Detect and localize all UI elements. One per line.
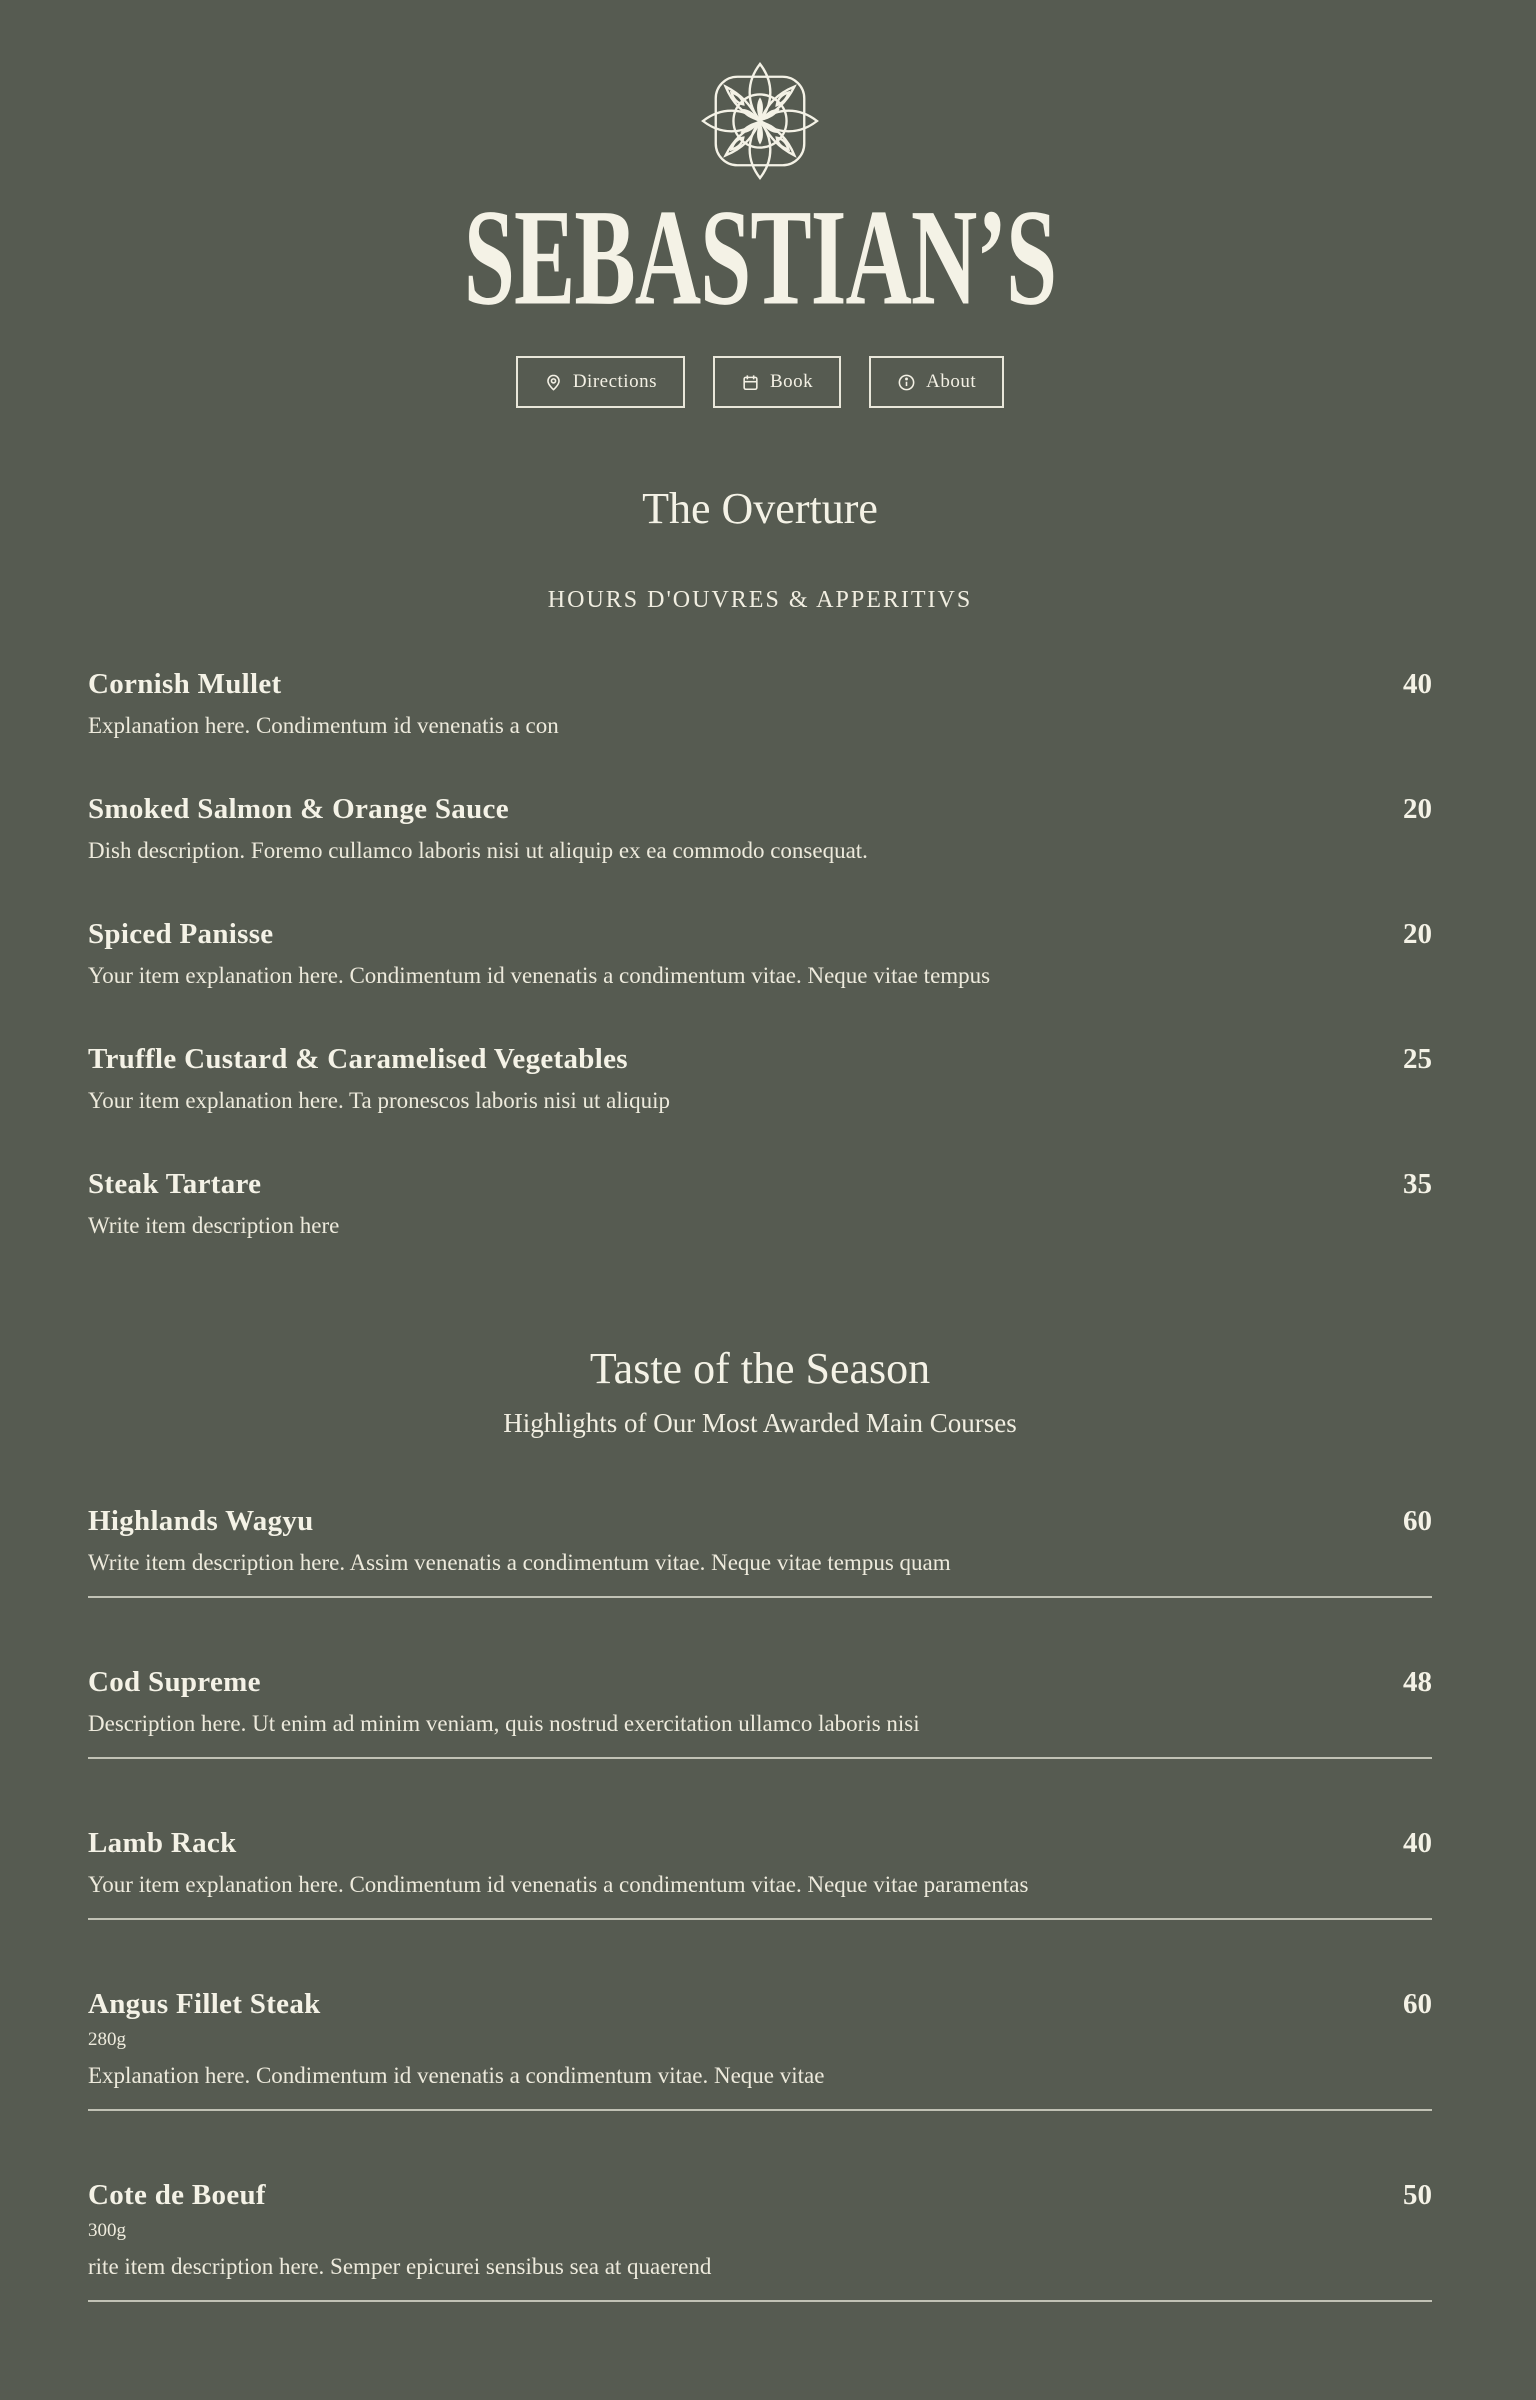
menu-item-name: Truffle Custard & Caramelised Vegetables — [88, 1043, 628, 1075]
menu-item-name: Cod Supreme — [88, 1666, 261, 1698]
menu-item-description: Explanation here. Condimentum id venenatis a con — [88, 713, 559, 739]
menu-item-description: Description here. Ut enim ad minim veniam, quis nostrud exercitation ullamco laboris nisi — [88, 1711, 920, 1737]
menu-item-name: Steak Tartare — [88, 1168, 262, 1200]
menu-item-price: 40 — [1403, 668, 1432, 700]
menu-item-price: 40 — [1403, 1827, 1432, 1859]
section-title: The Overture — [642, 484, 878, 533]
menu-item-description: rite item description here. Semper epicurei sensibus sea at quaerend — [88, 2253, 712, 2279]
menu-item-row — [88, 1166, 1432, 1202]
menu-item-description: Dish description. Foremo cullamco laboris nisi ut aliquip ex ea commodo consequat. — [88, 838, 868, 864]
menu-item-description: Explanation here. Condimentum id venenatis a condimentum vitae. Neque vitae — [88, 2063, 825, 2088]
menu-item-row — [88, 791, 1432, 827]
menu-item-divider — [88, 1757, 1432, 1759]
menu-item-name: Lamb Rack — [88, 1827, 237, 1859]
menu-item — [88, 1041, 1432, 1116]
menu-item-name: Cornish Mullet — [88, 668, 282, 700]
directions-button-label: Directions — [572, 371, 657, 392]
menu-item-weight: 300g — [88, 2220, 126, 2241]
menu-item-row — [88, 1986, 1432, 2022]
menu-item-divider — [88, 1918, 1432, 1920]
menu-item-row — [88, 916, 1432, 952]
section-subtitle: HOURS D'OUVRES & APPERITIVS — [547, 587, 973, 613]
menu-item — [88, 1664, 1432, 1759]
calendar-icon — [741, 373, 760, 392]
section-subtitle: Highlights of Our Most Awarded Main Courses — [503, 1408, 1017, 1438]
nav-buttons — [88, 356, 1432, 408]
menu-item — [88, 666, 1432, 741]
map-pin-icon — [544, 373, 563, 392]
menu-item-price: 60 — [1403, 1505, 1432, 1537]
menu-item-row — [88, 1825, 1432, 1861]
menu-item-price: 60 — [1403, 1988, 1432, 2020]
menu-item-name: Cote de Boeuf — [88, 2178, 266, 2211]
about-button[interactable] — [869, 356, 1004, 408]
section-overture — [88, 481, 1432, 1241]
directions-button[interactable] — [516, 356, 685, 408]
menu-item-name: Highlands Wagyu — [88, 1505, 314, 1537]
menu-item-price: 48 — [1403, 1666, 1432, 1698]
menu-item — [88, 916, 1432, 991]
menu-item-description: Write item description here. Assim venenatis a condimentum vitae. Neque vitae tempus quam — [88, 1550, 951, 1576]
menu-item-name: Smoked Salmon & Orange Sauce — [88, 793, 509, 825]
book-button-label: Book — [769, 371, 814, 392]
menu-item-description: Your item explanation here. Ta pronescos laboris nisi ut aliquip — [88, 1088, 671, 1114]
menu-item-row — [88, 1041, 1432, 1077]
info-icon — [897, 373, 916, 392]
menu-item — [88, 1825, 1432, 1920]
menu-item-divider — [88, 2109, 1432, 2111]
menu-item — [88, 791, 1432, 866]
menu-item-price: 20 — [1403, 918, 1432, 950]
section-title: Taste of the Season — [589, 1344, 931, 1393]
section-season — [88, 1341, 1432, 2302]
menu-item-divider — [88, 2300, 1432, 2302]
menu-item-row — [88, 1503, 1432, 1539]
menu-item — [88, 1503, 1432, 1598]
menu-item — [88, 2177, 1432, 2302]
menu-item-row — [88, 2177, 1432, 2213]
menu-item-price: 35 — [1403, 1168, 1432, 1200]
menu-item-row — [88, 1664, 1432, 1700]
brand-title: SEBASTIAN’S — [463, 180, 1057, 334]
menu-item-name: Angus Fillet Steak — [88, 1988, 321, 2020]
book-button[interactable] — [713, 356, 841, 408]
menu-item — [88, 1986, 1432, 2111]
menu-item-price: 25 — [1403, 1043, 1432, 1075]
menu-item-description: Your item explanation here. Condimentum id venenatis a condimentum vitae. Neque vitae paramentas — [88, 1872, 1029, 1898]
menu-item — [88, 1166, 1432, 1241]
menu-item-price: 20 — [1403, 793, 1432, 825]
mandala-logo-icon — [701, 62, 819, 180]
menu-item-row — [88, 666, 1432, 702]
menu-item-name: Spiced Panisse — [88, 918, 274, 950]
menu-item-weight: 280g — [88, 2029, 126, 2051]
menu-list-season — [88, 1503, 1432, 2302]
header — [88, 62, 1432, 408]
menu-item-description: Write item description here — [88, 1213, 340, 1239]
menu-list-overture — [88, 666, 1432, 1241]
about-button-label: About — [926, 371, 977, 392]
brand-logo — [701, 62, 819, 180]
menu-item-divider — [88, 1596, 1432, 1598]
menu-item-description: Your item explanation here. Condimentum id venenatis a condimentum vitae. Neque vitae tempus — [88, 963, 991, 989]
menu-item-price: 50 — [1403, 2178, 1432, 2211]
